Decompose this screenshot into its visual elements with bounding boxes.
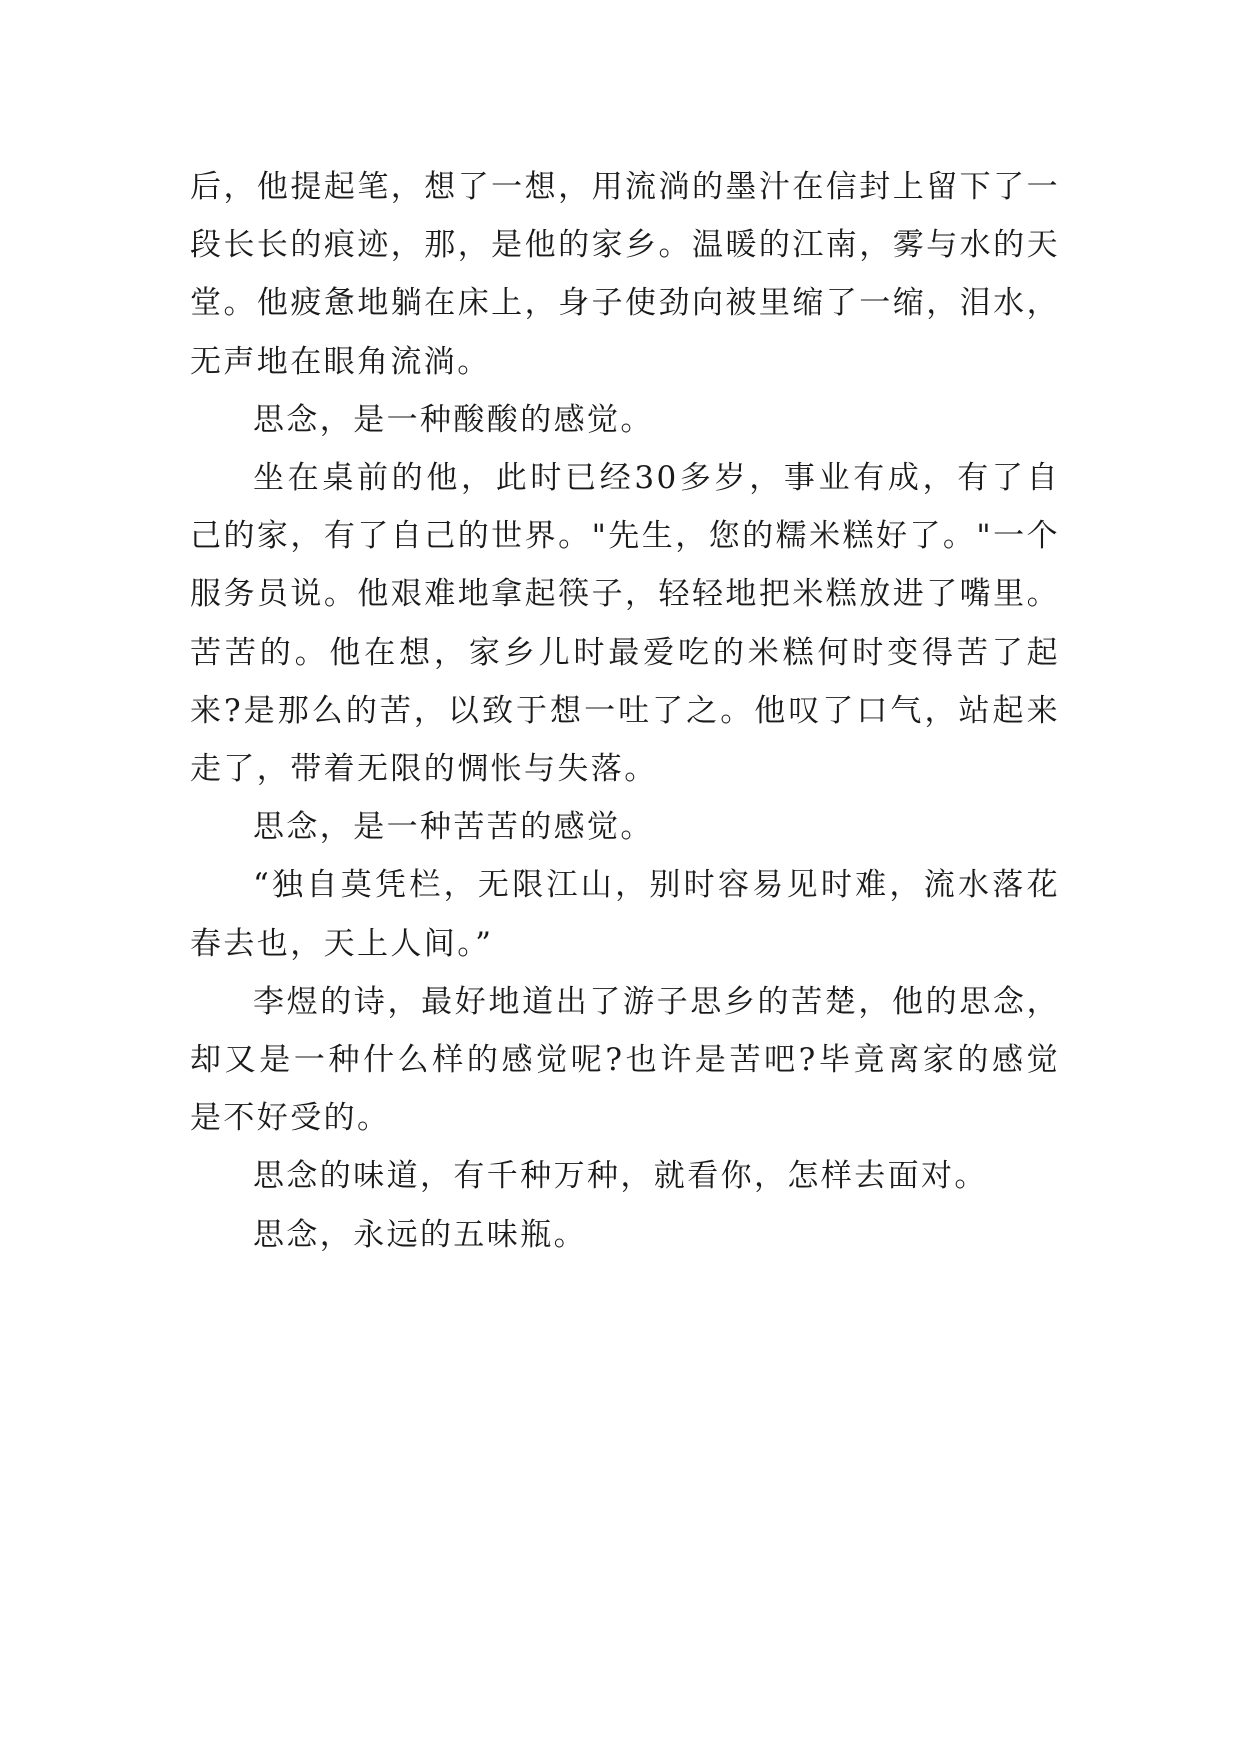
paragraph-taste-of-longing: 思念的味道，有千种万种，就看你，怎样去面对。: [253, 1158, 988, 1195]
document-body: [190, 158, 1060, 1264]
paragraph-rice-cake: 坐在桌前的他，此时已经30多岁，事业有成，有了自己的家，有了自己的世界。"先生，您的糯米糕好了。"一个服务员说。他艰难地拿起筷子，轻轻地把米糕放进了嘴里。苦苦的。他在想，家乡儿时最爱吃的米糕何时变得苦了起来?是那么的苦，以致于想一吐了之。他叹了口气，站起来走了，带着无限的惆怅与失落。: [190, 460, 1060, 788]
paragraph-li-yu: 李煜的诗，最好地道出了游子思乡的苦楚，他的思念，却又是一种什么样的感觉呢?也许是苦吧?毕竟离家的感觉是不好受的。: [190, 983, 1060, 1137]
paragraph-bitter-feeling: 思念，是一种苦苦的感觉。: [253, 809, 654, 846]
paragraph-closing: 思念，永远的五味瓶。: [253, 1216, 587, 1253]
paragraph-sour-feeling: 思念，是一种酸酸的感觉。: [253, 401, 654, 438]
paragraph-continuation: 后，他提起笔，想了一想，用流淌的墨汁在信封上留下了一段长长的痕迹，那，是他的家乡。温暖的江南，雾与水的天堂。他疲惫地躺在床上，身子使劲向被里缩了一缩，泪水，无声地在眼角流淌。: [190, 169, 1060, 380]
paragraph-poem-quote: “独自莫凭栏，无限江山，别时容易见时难，流水落花春去也，天上人间。”: [190, 867, 1060, 962]
